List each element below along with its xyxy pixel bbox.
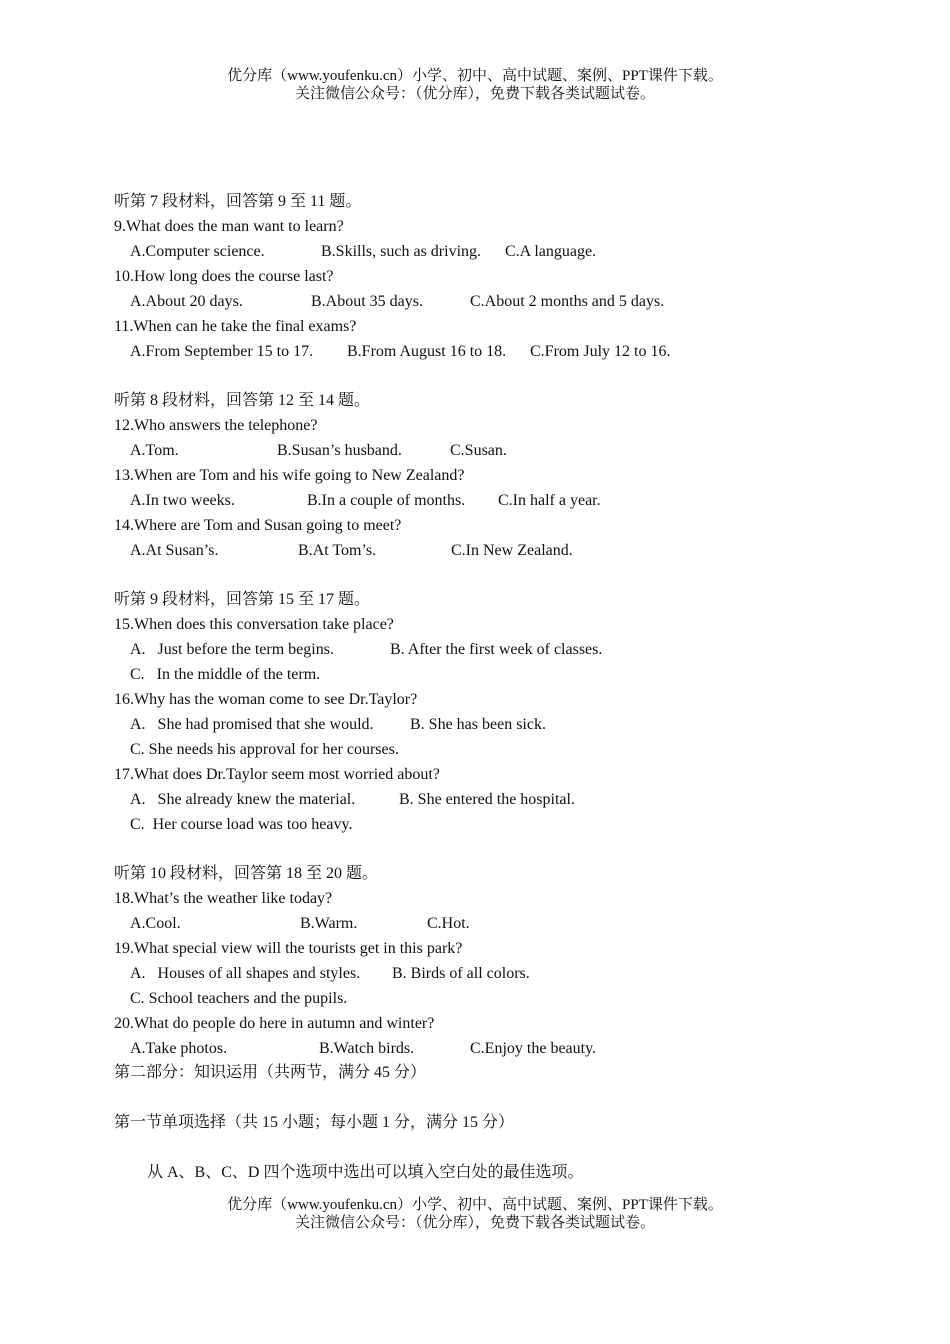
question-11-option-a: A.From September 15 to 17. [130, 343, 314, 360]
question-17-option-c: C. Her course load was too heavy. [130, 816, 353, 833]
part-2-instruction: 从 A、B、C、D 四个选项中选出可以填入空白处的最佳选项。 [147, 1164, 584, 1181]
question-15-stem: 15.When does this conversation take place? [114, 616, 394, 633]
question-18-option-c: C.Hot. [427, 915, 470, 932]
question-14-option-a: A.At Susan’s. [130, 542, 219, 559]
question-15-option-b: B. After the first week of classes. [390, 641, 603, 658]
page-footer-line2: 关注微信公众号：（优分库），免费下载各类试题试卷。 [294, 1215, 655, 1231]
question-12-option-b: B.Susan’s husband. [277, 442, 402, 459]
question-9-option-b: B.Skills, such as driving. [321, 243, 482, 260]
question-11-stem: 11.When can he take the final exams? [114, 318, 357, 335]
question-14-option-c: C.In New Zealand. [451, 542, 573, 559]
question-13-option-b: B.In a couple of months. [307, 492, 466, 509]
page-header-line1: 优分库（www.youfenku.cn）小学、初中、高中试题、案例、PPT课件下载。 [227, 68, 723, 84]
question-17-stem: 17.What does Dr.Taylor seem most worried about? [114, 766, 440, 783]
question-10-option-c: C.About 2 months and 5 days. [470, 293, 665, 310]
section-heading-10: 听第 10 段材料，回答第 18 至 20 题。 [114, 865, 379, 882]
question-20-option-a: A.Take photos. [130, 1040, 228, 1057]
question-9-stem: 9.What does the man want to learn? [114, 218, 344, 235]
question-13-option-c: C.In half a year. [498, 492, 601, 509]
question-16-option-c: C. She needs his approval for her courses. [130, 741, 399, 758]
question-16-option-b: B. She has been sick. [410, 716, 546, 733]
part-2-title: 第二部分：知识运用（共两节，满分 45 分） [114, 1064, 427, 1081]
question-11-option-b: B.From August 16 to 18. [347, 343, 507, 360]
page-header-line2: 关注微信公众号：（优分库），免费下载各类试题试卷。 [294, 86, 655, 102]
question-19-option-b: B. Birds of all colors. [392, 965, 530, 982]
question-15-option-c: C. In the middle of the term. [130, 666, 321, 683]
question-15-option-a: A. Just before the term begins. [130, 641, 334, 658]
question-13-option-a: A.In two weeks. [130, 492, 235, 509]
question-12-option-a: A.Tom. [130, 442, 179, 459]
question-19-stem: 19.What special view will the tourists get in this park? [114, 940, 463, 957]
question-11-option-c: C.From July 12 to 16. [530, 343, 671, 360]
question-13-stem: 13.When are Tom and his wife going to New Zealand? [114, 467, 465, 484]
section-heading-7: 听第 7 段材料，回答第 9 至 11 题。 [114, 193, 362, 210]
section-heading-8: 听第 8 段材料，回答第 12 至 14 题。 [114, 392, 371, 409]
question-18-option-a: A.Cool. [130, 915, 181, 932]
question-20-option-c: C.Enjoy the beauty. [470, 1040, 597, 1057]
part-2-section-1-title: 第一节单项选择（共 15 小题；每小题 1 分，满分 15 分） [114, 1114, 515, 1131]
question-18-stem: 18.What’s the weather like today? [114, 890, 333, 907]
question-10-stem: 10.How long does the course last? [114, 268, 334, 285]
question-10-option-b: B.About 35 days. [311, 293, 423, 310]
question-19-option-a: A. Houses of all shapes and styles. [130, 965, 361, 982]
question-14-option-b: B.At Tom’s. [298, 542, 377, 559]
question-19-option-c: C. School teachers and the pupils. [130, 990, 348, 1007]
page-footer-line1: 优分库（www.youfenku.cn）小学、初中、高中试题、案例、PPT课件下载。 [227, 1197, 723, 1213]
question-17-option-b: B. She entered the hospital. [399, 791, 575, 808]
question-9-option-a: A.Computer science. [130, 243, 265, 260]
question-17-option-a: A. She already knew the material. [130, 791, 356, 808]
question-20-option-b: B.Watch birds. [319, 1040, 415, 1057]
section-heading-9: 听第 9 段材料，回答第 15 至 17 题。 [114, 591, 371, 608]
question-18-option-b: B.Warm. [300, 915, 358, 932]
question-12-stem: 12.Who answers the telephone? [114, 417, 318, 434]
question-10-option-a: A.About 20 days. [130, 293, 243, 310]
question-9-option-c: C.A language. [505, 243, 597, 260]
question-20-stem: 20.What do people do here in autumn and winter? [114, 1015, 435, 1032]
question-16-option-a: A. She had promised that she would. [130, 716, 374, 733]
question-16-stem: 16.Why has the woman come to see Dr.Taylor? [114, 691, 418, 708]
question-12-option-c: C.Susan. [450, 442, 507, 459]
question-14-stem: 14.Where are Tom and Susan going to meet? [114, 517, 402, 534]
